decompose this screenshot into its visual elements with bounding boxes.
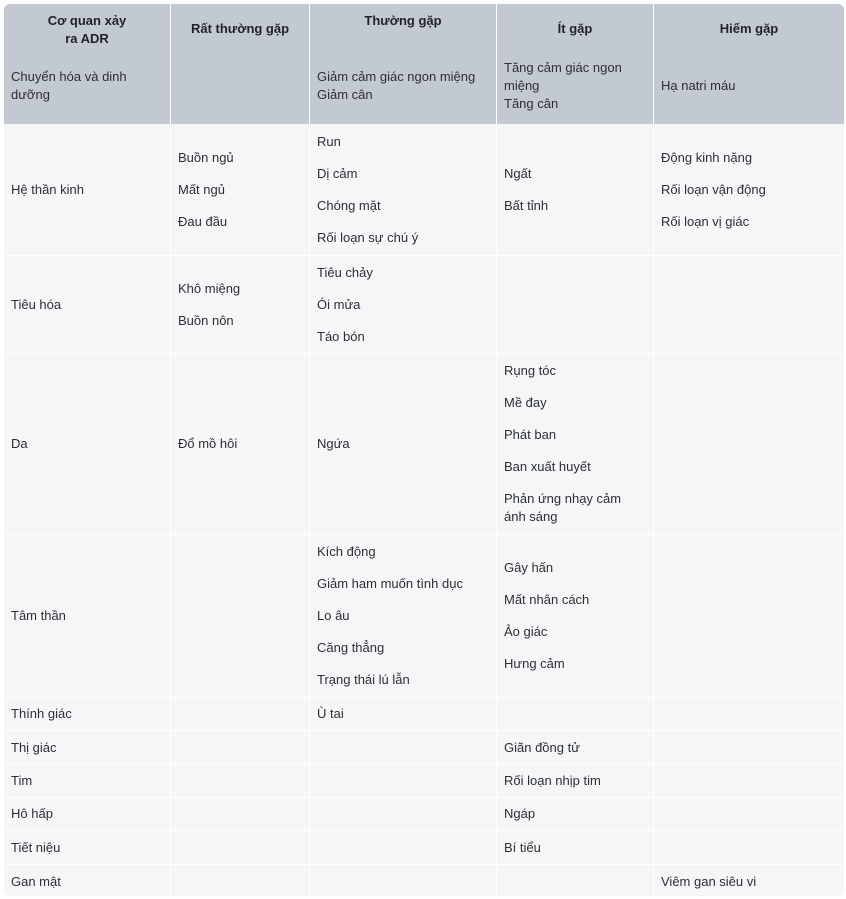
- cell-item: Trạng thái lú lẫn: [317, 672, 410, 687]
- cell-item: Giảm cảm giác ngon miệng: [317, 69, 476, 84]
- cell-rare: [654, 865, 844, 896]
- header-very-common: Rất thường gặp: [171, 4, 310, 48]
- organ-cell: Da: [4, 354, 171, 535]
- cell-uncommon: [497, 48, 654, 124]
- cell-item: Tiêu chảy: [317, 264, 373, 280]
- cell-item: Mất ngủ: [178, 181, 225, 197]
- cell-common: [310, 731, 497, 765]
- table-row: [4, 124, 844, 256]
- cell-item: Chóng mặt: [317, 197, 381, 213]
- cell-uncommon: [497, 354, 654, 535]
- table-row: [4, 798, 844, 831]
- cell-item: Gây hấn: [504, 560, 554, 575]
- organ-cell: Hệ thần kinh: [4, 124, 171, 256]
- organ-cell: Tâm thần: [4, 535, 171, 698]
- cell-rare: [654, 48, 844, 124]
- table-row: [4, 535, 844, 698]
- cell-item: Buồn ngủ: [178, 149, 234, 165]
- cell-item: Tăng cân: [504, 96, 559, 111]
- organ-cell: Tiêu hóa: [4, 256, 171, 354]
- cell-uncommon: [497, 124, 654, 256]
- cell-common: [310, 48, 497, 124]
- cell-uncommon: [497, 256, 654, 354]
- cell-very-common: [171, 535, 310, 698]
- organ-cell: Gan mật: [4, 865, 171, 896]
- cell-item: Giảm cân: [317, 87, 373, 102]
- cell-very-common: [171, 765, 310, 798]
- cell-very-common: [171, 731, 310, 765]
- cell-item: Ngáp: [504, 806, 536, 821]
- cell-very-common: [171, 354, 310, 535]
- table-row: [4, 48, 844, 124]
- table-row: [4, 865, 844, 896]
- header-uncommon: Ít gặp: [497, 4, 654, 48]
- cell-very-common: [171, 698, 310, 731]
- cell-item: Động kinh nặng: [661, 149, 753, 165]
- cell-item: Khô miệng: [178, 280, 241, 296]
- cell-common: [310, 798, 497, 831]
- cell-uncommon: [497, 865, 654, 896]
- cell-rare: [654, 256, 844, 354]
- header-rare: Hiếm gặp: [654, 4, 844, 48]
- cell-item: Mất nhân cách: [504, 592, 590, 607]
- cell-item: Ban xuất huyết: [504, 459, 591, 474]
- cell-item: Run: [317, 133, 341, 149]
- cell-uncommon: [497, 831, 654, 865]
- cell-item: Phát ban: [504, 427, 557, 442]
- cell-very-common: [171, 865, 310, 896]
- cell-item: Viêm gan siêu vi: [661, 873, 757, 889]
- organ-cell: Chuyển hóa và dinh dưỡng: [4, 48, 171, 124]
- header-row: [4, 4, 844, 48]
- adr-table-container: [4, 4, 844, 896]
- cell-item: Buồn nôn: [178, 312, 234, 328]
- cell-common: [310, 354, 497, 535]
- cell-item: Kích động: [317, 544, 376, 559]
- cell-uncommon: [497, 535, 654, 698]
- cell-uncommon: [497, 798, 654, 831]
- cell-item: Bất tỉnh: [504, 197, 549, 213]
- cell-rare: [654, 354, 844, 535]
- cell-common: [310, 535, 497, 698]
- cell-very-common: [171, 124, 310, 256]
- cell-item: Đổ mồ hôi: [178, 436, 238, 451]
- organ-cell: Thị giác: [4, 731, 171, 765]
- header-common: Thường gặp: [310, 4, 497, 48]
- cell-item: Hưng cảm: [504, 656, 565, 671]
- adr-table: [4, 4, 844, 896]
- cell-common: [310, 765, 497, 798]
- cell-very-common: [171, 798, 310, 831]
- cell-very-common: [171, 48, 310, 124]
- table-row: [4, 831, 844, 865]
- organ-cell: Thính giác: [4, 698, 171, 731]
- table-body: [4, 48, 844, 896]
- cell-very-common: [171, 256, 310, 354]
- cell-common: [310, 256, 497, 354]
- cell-item: Giảm ham muốn tình dục: [317, 576, 463, 591]
- cell-common: [310, 698, 497, 731]
- cell-item: Tăng cảm giác ngon miệng: [504, 60, 622, 93]
- cell-rare: [654, 798, 844, 831]
- table-row: [4, 765, 844, 798]
- cell-rare: [654, 535, 844, 698]
- cell-item: Mề đay: [504, 395, 547, 410]
- cell-rare: [654, 731, 844, 765]
- organ-cell: Tim: [4, 765, 171, 798]
- table-row: [4, 256, 844, 354]
- cell-item: Rối loạn nhịp tim: [504, 773, 601, 788]
- cell-item: Ù tai: [317, 706, 344, 721]
- header-organ: Cơ quan xảy ra ADR: [4, 4, 171, 48]
- cell-item: Ảo giác: [504, 624, 548, 639]
- cell-common: [310, 865, 497, 896]
- cell-item: Rối loạn sự chú ý: [317, 229, 419, 245]
- cell-item: Rối loạn vận động: [661, 181, 766, 197]
- cell-very-common: [171, 831, 310, 865]
- cell-rare: [654, 124, 844, 256]
- cell-item: Đau đầu: [178, 213, 228, 229]
- cell-item: Giãn đồng tử: [504, 739, 580, 755]
- organ-cell: Hô hấp: [4, 798, 171, 831]
- cell-item: Ói mửa: [317, 296, 361, 312]
- cell-item: Dị cảm: [317, 165, 358, 181]
- cell-item: Rối loạn vị giác: [661, 213, 750, 229]
- cell-uncommon: [497, 698, 654, 731]
- cell-item: Rụng tóc: [504, 363, 557, 378]
- cell-item: Bí tiểu: [504, 839, 541, 855]
- cell-item: Lo âu: [317, 608, 350, 623]
- cell-rare: [654, 765, 844, 798]
- cell-item: Ngứa: [317, 436, 350, 451]
- organ-cell: Tiết niệu: [4, 831, 171, 865]
- cell-rare: [654, 698, 844, 731]
- cell-uncommon: [497, 731, 654, 765]
- cell-item: Căng thẳng: [317, 640, 385, 655]
- cell-item: Táo bón: [317, 328, 365, 344]
- cell-item: Phản ứng nhạy cảm ánh sáng: [504, 491, 622, 524]
- table-row: [4, 731, 844, 765]
- cell-item: Hạ natri máu: [661, 78, 736, 93]
- cell-uncommon: [497, 765, 654, 798]
- cell-rare: [654, 831, 844, 865]
- table-row: [4, 698, 844, 731]
- cell-item: Ngất: [504, 165, 532, 181]
- cell-common: [310, 124, 497, 256]
- cell-common: [310, 831, 497, 865]
- table-row: [4, 354, 844, 535]
